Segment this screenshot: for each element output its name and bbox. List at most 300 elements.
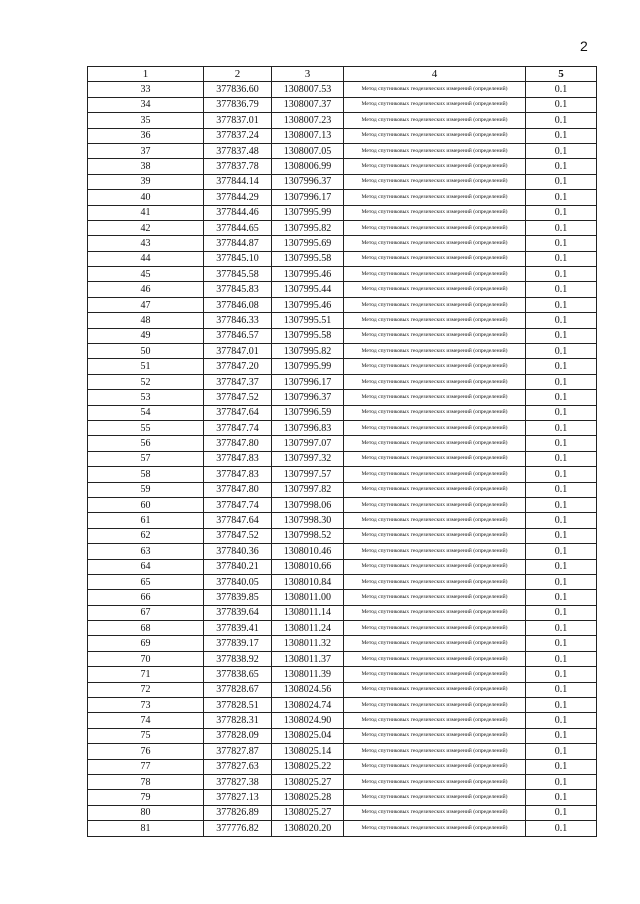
point-number-cell: 49 (88, 328, 204, 343)
y-coordinate-cell: 1308024.90 (272, 713, 344, 728)
y-coordinate-cell: 1308007.13 (272, 128, 344, 143)
point-number-cell: 80 (88, 805, 204, 820)
x-coordinate-cell: 377847.52 (204, 390, 272, 405)
method-cell: Метод спутниковых геодезических измерений (определений) (344, 374, 526, 389)
table-row (88, 667, 597, 682)
point-number-cell: 48 (88, 313, 204, 328)
table-body (88, 82, 597, 836)
y-coordinate-cell: 1307995.99 (272, 205, 344, 220)
method-cell: Метод спутниковых геодезических измерений (определений) (344, 390, 526, 405)
point-number-cell: 62 (88, 528, 204, 543)
table-row (88, 544, 597, 559)
point-number-cell: 68 (88, 621, 204, 636)
table-row (88, 390, 597, 405)
method-cell: Метод спутниковых геодезических измерений (определений) (344, 605, 526, 620)
y-coordinate-cell: 1307998.06 (272, 497, 344, 512)
point-number-cell: 50 (88, 344, 204, 359)
method-cell: Метод спутниковых геодезических измерений (определений) (344, 143, 526, 158)
table-row (88, 790, 597, 805)
y-coordinate-cell: 1307998.52 (272, 528, 344, 543)
x-coordinate-cell: 377844.14 (204, 174, 272, 189)
y-coordinate-cell: 1308025.14 (272, 744, 344, 759)
table-row (88, 621, 597, 636)
table-row (88, 482, 597, 497)
accuracy-cell: 0.1 (526, 790, 597, 805)
accuracy-cell: 0.1 (526, 128, 597, 143)
point-number-cell: 33 (88, 82, 204, 97)
x-coordinate-cell: 377837.01 (204, 113, 272, 128)
y-coordinate-cell: 1307997.57 (272, 467, 344, 482)
table-row (88, 297, 597, 312)
table-row (88, 159, 597, 174)
y-coordinate-cell: 1308020.20 (272, 821, 344, 836)
point-number-cell: 40 (88, 190, 204, 205)
y-coordinate-cell: 1308007.53 (272, 82, 344, 97)
accuracy-cell: 0.1 (526, 682, 597, 697)
y-coordinate-cell: 1307995.51 (272, 313, 344, 328)
accuracy-cell: 0.1 (526, 667, 597, 682)
point-number-cell: 55 (88, 420, 204, 435)
method-cell: Метод спутниковых геодезических измерений (определений) (344, 513, 526, 528)
table-row (88, 420, 597, 435)
method-cell: Метод спутниковых геодезических измерений (определений) (344, 728, 526, 743)
method-cell: Метод спутниковых геодезических измерений (определений) (344, 821, 526, 836)
table-row (88, 174, 597, 189)
y-coordinate-cell: 1308011.24 (272, 621, 344, 636)
method-cell: Метод спутниковых геодезических измерений (определений) (344, 236, 526, 251)
point-number-cell: 59 (88, 482, 204, 497)
y-coordinate-cell: 1308011.37 (272, 651, 344, 666)
method-cell: Метод спутниковых геодезических измерений (определений) (344, 636, 526, 651)
table-row (88, 805, 597, 820)
x-coordinate-cell: 377827.13 (204, 790, 272, 805)
table-row (88, 220, 597, 235)
table-row (88, 590, 597, 605)
y-coordinate-cell: 1307995.58 (272, 251, 344, 266)
point-number-cell: 75 (88, 728, 204, 743)
method-cell: Метод спутниковых геодезических измерений (определений) (344, 82, 526, 97)
y-coordinate-cell: 1307995.82 (272, 344, 344, 359)
y-coordinate-cell: 1307995.58 (272, 328, 344, 343)
y-coordinate-cell: 1307996.37 (272, 174, 344, 189)
x-coordinate-cell: 377846.33 (204, 313, 272, 328)
point-number-cell: 64 (88, 559, 204, 574)
method-cell: Метод спутниковых геодезических измерений (определений) (344, 790, 526, 805)
method-cell: Метод спутниковых геодезических измерений (определений) (344, 544, 526, 559)
point-number-cell: 39 (88, 174, 204, 189)
x-coordinate-cell: 377847.80 (204, 436, 272, 451)
method-cell: Метод спутниковых геодезических измерений (определений) (344, 344, 526, 359)
x-coordinate-cell: 377845.83 (204, 282, 272, 297)
x-coordinate-cell: 377847.83 (204, 451, 272, 466)
column-header-5: 5 (526, 67, 597, 82)
x-coordinate-cell: 377845.58 (204, 267, 272, 282)
x-coordinate-cell: 377839.17 (204, 636, 272, 651)
accuracy-cell: 0.1 (526, 390, 597, 405)
method-cell: Метод спутниковых геодезических измерений (определений) (344, 297, 526, 312)
method-cell: Метод спутниковых геодезических измерений (определений) (344, 128, 526, 143)
y-coordinate-cell: 1307995.99 (272, 359, 344, 374)
point-number-cell: 77 (88, 759, 204, 774)
y-coordinate-cell: 1307995.44 (272, 282, 344, 297)
y-coordinate-cell: 1308010.84 (272, 574, 344, 589)
method-cell: Метод спутниковых геодезических измерений (определений) (344, 559, 526, 574)
y-coordinate-cell: 1307997.07 (272, 436, 344, 451)
accuracy-cell: 0.1 (526, 190, 597, 205)
method-cell: Метод спутниковых геодезических измерений (определений) (344, 251, 526, 266)
method-cell: Метод спутниковых геодезических измерений (определений) (344, 220, 526, 235)
point-number-cell: 47 (88, 297, 204, 312)
table-row (88, 774, 597, 789)
y-coordinate-cell: 1307995.46 (272, 297, 344, 312)
x-coordinate-cell: 377847.64 (204, 405, 272, 420)
y-coordinate-cell: 1308007.37 (272, 97, 344, 112)
y-coordinate-cell: 1308010.46 (272, 544, 344, 559)
x-coordinate-cell: 377828.51 (204, 698, 272, 713)
x-coordinate-cell: 377826.89 (204, 805, 272, 820)
accuracy-cell: 0.1 (526, 698, 597, 713)
point-number-cell: 52 (88, 374, 204, 389)
table-row (88, 713, 597, 728)
table-row (88, 405, 597, 420)
method-cell: Метод спутниковых геодезических измерений (определений) (344, 621, 526, 636)
method-cell: Метод спутниковых геодезических измерений (определений) (344, 451, 526, 466)
x-coordinate-cell: 377844.65 (204, 220, 272, 235)
y-coordinate-cell: 1308010.66 (272, 559, 344, 574)
point-number-cell: 58 (88, 467, 204, 482)
accuracy-cell: 0.1 (526, 651, 597, 666)
table-row (88, 313, 597, 328)
x-coordinate-cell: 377847.37 (204, 374, 272, 389)
column-header-3: 3 (272, 67, 344, 82)
accuracy-cell: 0.1 (526, 774, 597, 789)
point-number-cell: 60 (88, 497, 204, 512)
method-cell: Метод спутниковых геодезических измерений (определений) (344, 313, 526, 328)
column-header-1: 1 (88, 67, 204, 82)
x-coordinate-cell: 377828.09 (204, 728, 272, 743)
x-coordinate-cell: 377847.74 (204, 420, 272, 435)
point-number-cell: 35 (88, 113, 204, 128)
y-coordinate-cell: 1308025.22 (272, 759, 344, 774)
table-row (88, 282, 597, 297)
y-coordinate-cell: 1308024.74 (272, 698, 344, 713)
point-number-cell: 34 (88, 97, 204, 112)
table-row (88, 128, 597, 143)
accuracy-cell: 0.1 (526, 405, 597, 420)
y-coordinate-cell: 1308025.04 (272, 728, 344, 743)
point-number-cell: 36 (88, 128, 204, 143)
accuracy-cell: 0.1 (526, 467, 597, 482)
point-number-cell: 38 (88, 159, 204, 174)
table-row (88, 682, 597, 697)
method-cell: Метод спутниковых геодезических измерений (определений) (344, 282, 526, 297)
accuracy-cell: 0.1 (526, 497, 597, 512)
x-coordinate-cell: 377846.57 (204, 328, 272, 343)
x-coordinate-cell: 377844.87 (204, 236, 272, 251)
y-coordinate-cell: 1307997.82 (272, 482, 344, 497)
x-coordinate-cell: 377847.83 (204, 467, 272, 482)
point-number-cell: 71 (88, 667, 204, 682)
point-number-cell: 70 (88, 651, 204, 666)
method-cell: Метод спутниковых геодезических измерений (определений) (344, 420, 526, 435)
x-coordinate-cell: 377838.92 (204, 651, 272, 666)
y-coordinate-cell: 1308025.27 (272, 774, 344, 789)
accuracy-cell: 0.1 (526, 544, 597, 559)
accuracy-cell: 0.1 (526, 728, 597, 743)
method-cell: Метод спутниковых геодезических измерений (определений) (344, 667, 526, 682)
page-number: 2 (580, 38, 588, 54)
accuracy-cell: 0.1 (526, 436, 597, 451)
table-row (88, 467, 597, 482)
method-cell: Метод спутниковых геодезических измерений (определений) (344, 482, 526, 497)
method-cell: Метод спутниковых геодезических измерений (определений) (344, 759, 526, 774)
table-row (88, 605, 597, 620)
table-row (88, 651, 597, 666)
table-row (88, 251, 597, 266)
accuracy-cell: 0.1 (526, 821, 597, 836)
y-coordinate-cell: 1307996.83 (272, 420, 344, 435)
point-number-cell: 42 (88, 220, 204, 235)
accuracy-cell: 0.1 (526, 220, 597, 235)
method-cell: Метод спутниковых геодезических измерений (определений) (344, 774, 526, 789)
table-row (88, 636, 597, 651)
x-coordinate-cell: 377839.85 (204, 590, 272, 605)
accuracy-cell: 0.1 (526, 97, 597, 112)
method-cell: Метод спутниковых геодезических измерений (определений) (344, 159, 526, 174)
table-row (88, 359, 597, 374)
method-cell: Метод спутниковых геодезических измерений (определений) (344, 405, 526, 420)
accuracy-cell: 0.1 (526, 451, 597, 466)
accuracy-cell: 0.1 (526, 282, 597, 297)
method-cell: Метод спутниковых геодезических измерений (определений) (344, 113, 526, 128)
method-cell: Метод спутниковых геодезических измерений (определений) (344, 267, 526, 282)
x-coordinate-cell: 377776.82 (204, 821, 272, 836)
x-coordinate-cell: 377847.20 (204, 359, 272, 374)
x-coordinate-cell: 377836.79 (204, 97, 272, 112)
y-coordinate-cell: 1308025.28 (272, 790, 344, 805)
accuracy-cell: 0.1 (526, 420, 597, 435)
point-number-cell: 78 (88, 774, 204, 789)
point-number-cell: 45 (88, 267, 204, 282)
method-cell: Метод спутниковых геодезических измерений (определений) (344, 174, 526, 189)
accuracy-cell: 0.1 (526, 236, 597, 251)
point-number-cell: 57 (88, 451, 204, 466)
point-number-cell: 54 (88, 405, 204, 420)
method-cell: Метод спутниковых геодезических измерений (определений) (344, 467, 526, 482)
y-coordinate-cell: 1308011.14 (272, 605, 344, 620)
column-header-4: 4 (344, 67, 526, 82)
method-cell: Метод спутниковых геодезических измерений (определений) (344, 698, 526, 713)
method-cell: Метод спутниковых геодезических измерений (определений) (344, 205, 526, 220)
table-row (88, 698, 597, 713)
x-coordinate-cell: 377837.24 (204, 128, 272, 143)
table-row (88, 821, 597, 836)
table-row (88, 513, 597, 528)
table-row (88, 374, 597, 389)
table-row (88, 497, 597, 512)
table-row (88, 574, 597, 589)
x-coordinate-cell: 377840.05 (204, 574, 272, 589)
point-number-cell: 72 (88, 682, 204, 697)
accuracy-cell: 0.1 (526, 636, 597, 651)
point-number-cell: 81 (88, 821, 204, 836)
y-coordinate-cell: 1308025.27 (272, 805, 344, 820)
method-cell: Метод спутниковых геодезических измерений (определений) (344, 497, 526, 512)
point-number-cell: 51 (88, 359, 204, 374)
point-number-cell: 43 (88, 236, 204, 251)
table-row (88, 451, 597, 466)
method-cell: Метод спутниковых геодезических измерений (определений) (344, 190, 526, 205)
table-row (88, 528, 597, 543)
x-coordinate-cell: 377827.87 (204, 744, 272, 759)
x-coordinate-cell: 377847.74 (204, 497, 272, 512)
table-row (88, 328, 597, 343)
y-coordinate-cell: 1307996.17 (272, 374, 344, 389)
point-number-cell: 65 (88, 574, 204, 589)
accuracy-cell: 0.1 (526, 159, 597, 174)
method-cell: Метод спутниковых геодезических измерений (определений) (344, 574, 526, 589)
x-coordinate-cell: 377840.21 (204, 559, 272, 574)
accuracy-cell: 0.1 (526, 174, 597, 189)
point-number-cell: 79 (88, 790, 204, 805)
table-row (88, 82, 597, 97)
point-number-cell: 46 (88, 282, 204, 297)
y-coordinate-cell: 1307996.59 (272, 405, 344, 420)
accuracy-cell: 0.1 (526, 297, 597, 312)
x-coordinate-cell: 377839.41 (204, 621, 272, 636)
y-coordinate-cell: 1308007.05 (272, 143, 344, 158)
method-cell: Метод спутниковых геодезических измерений (определений) (344, 805, 526, 820)
accuracy-cell: 0.1 (526, 482, 597, 497)
method-cell: Метод спутниковых геодезических измерений (определений) (344, 97, 526, 112)
method-cell: Метод спутниковых геодезических измерений (определений) (344, 590, 526, 605)
accuracy-cell: 0.1 (526, 251, 597, 266)
accuracy-cell: 0.1 (526, 713, 597, 728)
table-row (88, 205, 597, 220)
accuracy-cell: 0.1 (526, 143, 597, 158)
column-header-2: 2 (204, 67, 272, 82)
y-coordinate-cell: 1307997.32 (272, 451, 344, 466)
method-cell: Метод спутниковых геодезических измерений (определений) (344, 328, 526, 343)
table-row (88, 143, 597, 158)
x-coordinate-cell: 377837.48 (204, 143, 272, 158)
y-coordinate-cell: 1307996.37 (272, 390, 344, 405)
point-number-cell: 37 (88, 143, 204, 158)
accuracy-cell: 0.1 (526, 113, 597, 128)
method-cell: Метод спутниковых геодезических измерений (определений) (344, 744, 526, 759)
accuracy-cell: 0.1 (526, 359, 597, 374)
point-number-cell: 74 (88, 713, 204, 728)
table-row (88, 190, 597, 205)
x-coordinate-cell: 377844.46 (204, 205, 272, 220)
table-header-row (88, 67, 597, 82)
y-coordinate-cell: 1307998.30 (272, 513, 344, 528)
x-coordinate-cell: 377836.60 (204, 82, 272, 97)
accuracy-cell: 0.1 (526, 513, 597, 528)
point-number-cell: 41 (88, 205, 204, 220)
accuracy-cell: 0.1 (526, 205, 597, 220)
table-row (88, 559, 597, 574)
point-number-cell: 44 (88, 251, 204, 266)
y-coordinate-cell: 1308011.00 (272, 590, 344, 605)
accuracy-cell: 0.1 (526, 805, 597, 820)
y-coordinate-cell: 1308011.39 (272, 667, 344, 682)
point-number-cell: 66 (88, 590, 204, 605)
table-row (88, 236, 597, 251)
point-number-cell: 73 (88, 698, 204, 713)
method-cell: Метод спутниковых геодезических измерений (определений) (344, 713, 526, 728)
table-row (88, 344, 597, 359)
x-coordinate-cell: 377828.67 (204, 682, 272, 697)
accuracy-cell: 0.1 (526, 559, 597, 574)
y-coordinate-cell: 1308011.32 (272, 636, 344, 651)
x-coordinate-cell: 377847.52 (204, 528, 272, 543)
y-coordinate-cell: 1308006.99 (272, 159, 344, 174)
point-number-cell: 53 (88, 390, 204, 405)
method-cell: Метод спутниковых геодезических измерений (определений) (344, 651, 526, 666)
x-coordinate-cell: 377847.80 (204, 482, 272, 497)
accuracy-cell: 0.1 (526, 267, 597, 282)
y-coordinate-cell: 1307996.17 (272, 190, 344, 205)
method-cell: Метод спутниковых геодезических измерений (определений) (344, 436, 526, 451)
accuracy-cell: 0.1 (526, 313, 597, 328)
x-coordinate-cell: 377828.31 (204, 713, 272, 728)
point-number-cell: 56 (88, 436, 204, 451)
point-number-cell: 69 (88, 636, 204, 651)
accuracy-cell: 0.1 (526, 528, 597, 543)
x-coordinate-cell: 377827.38 (204, 774, 272, 789)
x-coordinate-cell: 377844.29 (204, 190, 272, 205)
x-coordinate-cell: 377839.64 (204, 605, 272, 620)
x-coordinate-cell: 377837.78 (204, 159, 272, 174)
accuracy-cell: 0.1 (526, 374, 597, 389)
method-cell: Метод спутниковых геодезических измерений (определений) (344, 528, 526, 543)
x-coordinate-cell: 377838.65 (204, 667, 272, 682)
table-row (88, 436, 597, 451)
accuracy-cell: 0.1 (526, 744, 597, 759)
accuracy-cell: 0.1 (526, 621, 597, 636)
coordinates-table (87, 66, 597, 837)
point-number-cell: 63 (88, 544, 204, 559)
point-number-cell: 76 (88, 744, 204, 759)
x-coordinate-cell: 377840.36 (204, 544, 272, 559)
table-row (88, 113, 597, 128)
y-coordinate-cell: 1308007.23 (272, 113, 344, 128)
x-coordinate-cell: 377846.08 (204, 297, 272, 312)
method-cell: Метод спутниковых геодезических измерений (определений) (344, 682, 526, 697)
table-row (88, 744, 597, 759)
x-coordinate-cell: 377827.63 (204, 759, 272, 774)
y-coordinate-cell: 1307995.46 (272, 267, 344, 282)
table-row (88, 759, 597, 774)
accuracy-cell: 0.1 (526, 344, 597, 359)
accuracy-cell: 0.1 (526, 605, 597, 620)
table-row (88, 728, 597, 743)
x-coordinate-cell: 377845.10 (204, 251, 272, 266)
table-row (88, 97, 597, 112)
accuracy-cell: 0.1 (526, 574, 597, 589)
y-coordinate-cell: 1307995.69 (272, 236, 344, 251)
x-coordinate-cell: 377847.64 (204, 513, 272, 528)
accuracy-cell: 0.1 (526, 590, 597, 605)
table-row (88, 267, 597, 282)
accuracy-cell: 0.1 (526, 82, 597, 97)
method-cell: Метод спутниковых геодезических измерений (определений) (344, 359, 526, 374)
point-number-cell: 67 (88, 605, 204, 620)
x-coordinate-cell: 377847.01 (204, 344, 272, 359)
point-number-cell: 61 (88, 513, 204, 528)
accuracy-cell: 0.1 (526, 759, 597, 774)
